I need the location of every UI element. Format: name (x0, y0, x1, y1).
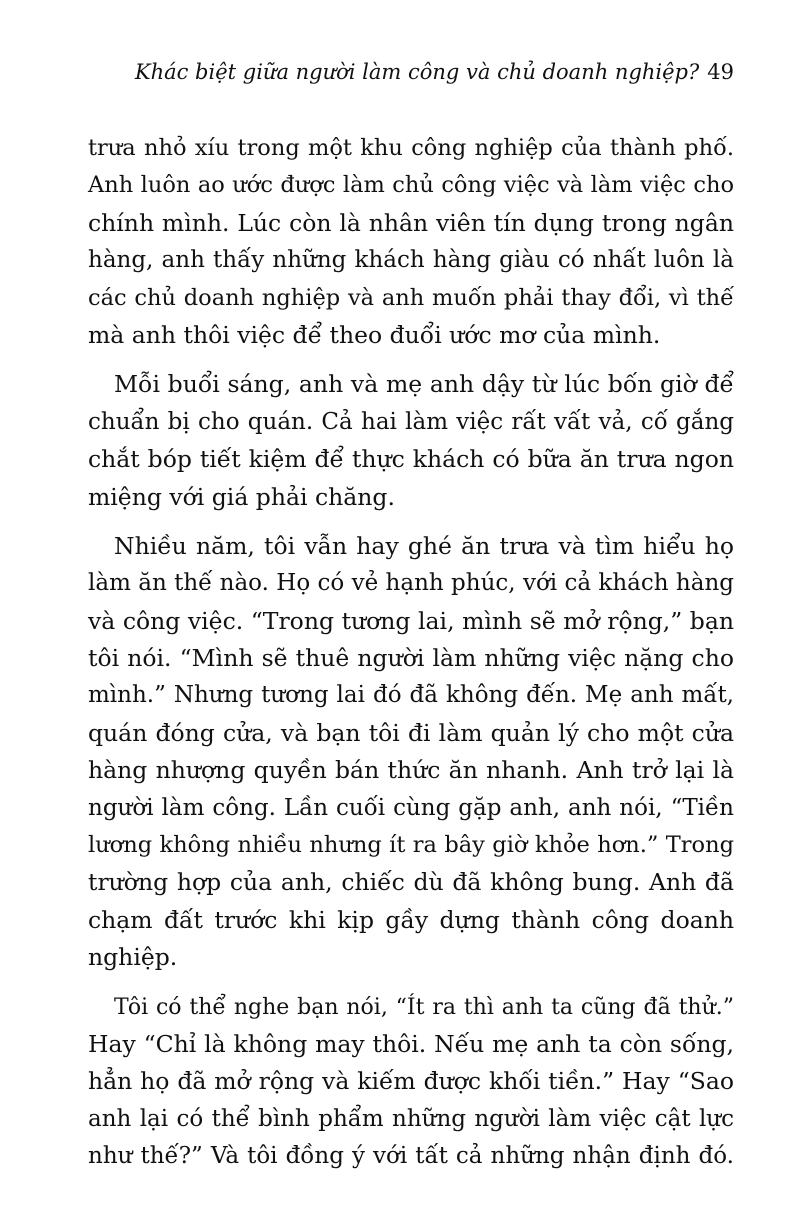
text-line: anh lại có thể bình phẩm những người làm việc cật lực (88, 1105, 734, 1132)
paragraph-1 (88, 130, 734, 354)
text-line: trưa nhỏ xíu trong một khu công nghiệp của thành phố. (88, 135, 734, 161)
text-line: Tôi có thể nghe bạn nói, “Ít ra thì anh ta cũng đã thử.” (114, 994, 734, 1020)
text-line: hàng nhượng quyền bán thức ăn nhanh. Anh trở lại là (88, 756, 734, 785)
text-line: quán đóng cửa, và bạn tôi đi làm quản lý cho một cửa (88, 718, 734, 747)
text-line: chạm đất trước khi kịp gầy dựng thành công doanh (88, 905, 734, 934)
text-line: hàng, anh thấy những khách hàng giàu có nhất luôn là (88, 247, 734, 274)
paragraph-2 (88, 366, 734, 516)
text-line: làm ăn thế nào. Họ có vẻ hạnh phúc, với cả khách hàng (88, 570, 734, 597)
running-header (88, 58, 734, 86)
text-line: tôi nói. “Mình sẽ thuê người làm những việc nặng cho (88, 644, 734, 673)
text-line: người làm công. Lần cuối cùng gặp anh, anh nói, “Tiền (88, 794, 734, 821)
text-line: chính mình. Lúc còn là nhân viên tín dụng trong ngân (88, 208, 734, 237)
text-line: như thế?” Và tôi đồng ý với tất cả những nhận định đó. (88, 1143, 734, 1170)
text-line: Mỗi buổi sáng, anh và mẹ anh dậy từ lúc bốn giờ để (114, 370, 734, 399)
paragraph-4 (88, 989, 734, 1176)
text-line: mình.” Nhưng tương lai đó đã không đến. Mẹ anh mất, (88, 682, 734, 709)
paragraph-3 (88, 528, 734, 977)
text-line: mà anh thôi việc để theo đuổi ước mơ của mình. (88, 320, 661, 349)
text-line: chắt bóp tiết kiệm để thực khách có bữa ăn trưa ngon (88, 445, 734, 474)
text-line: hẳn họ đã mở rộng và kiếm được khối tiền.” Hay “Sao (88, 1067, 734, 1096)
page-number: 49 (707, 60, 734, 84)
body-text (88, 130, 734, 1188)
text-line: Hay “Chỉ là không may thôi. Nếu mẹ anh ta còn sống, (88, 1029, 734, 1058)
text-line: lương không nhiều nhưng ít ra bây giờ khỏe hơn.” Trong (88, 832, 734, 859)
text-line: miệng với giá phải chăng. (88, 482, 395, 511)
text-line: nghiệp. (88, 943, 178, 972)
chapter-title: Khác biệt giữa người làm công và chủ doanh nghiệp? (134, 60, 700, 84)
text-line: Nhiều năm, tôi vẫn hay ghé ăn trưa và tìm hiểu họ (114, 531, 734, 560)
text-line: Anh luôn ao ước được làm chủ công việc và làm việc cho (88, 172, 734, 199)
text-line: và công việc. “Trong tương lai, mình sẽ mở rộng,” bạn (88, 606, 734, 635)
text-line: chuẩn bị cho quán. Cả hai làm việc rất vất vả, cố gắng (88, 408, 734, 435)
text-line: các chủ doanh nghiệp và anh muốn phải thay đổi, vì thế (88, 284, 734, 311)
text-line: trường hợp của anh, chiếc dù đã không bung. Anh đã (88, 868, 734, 897)
